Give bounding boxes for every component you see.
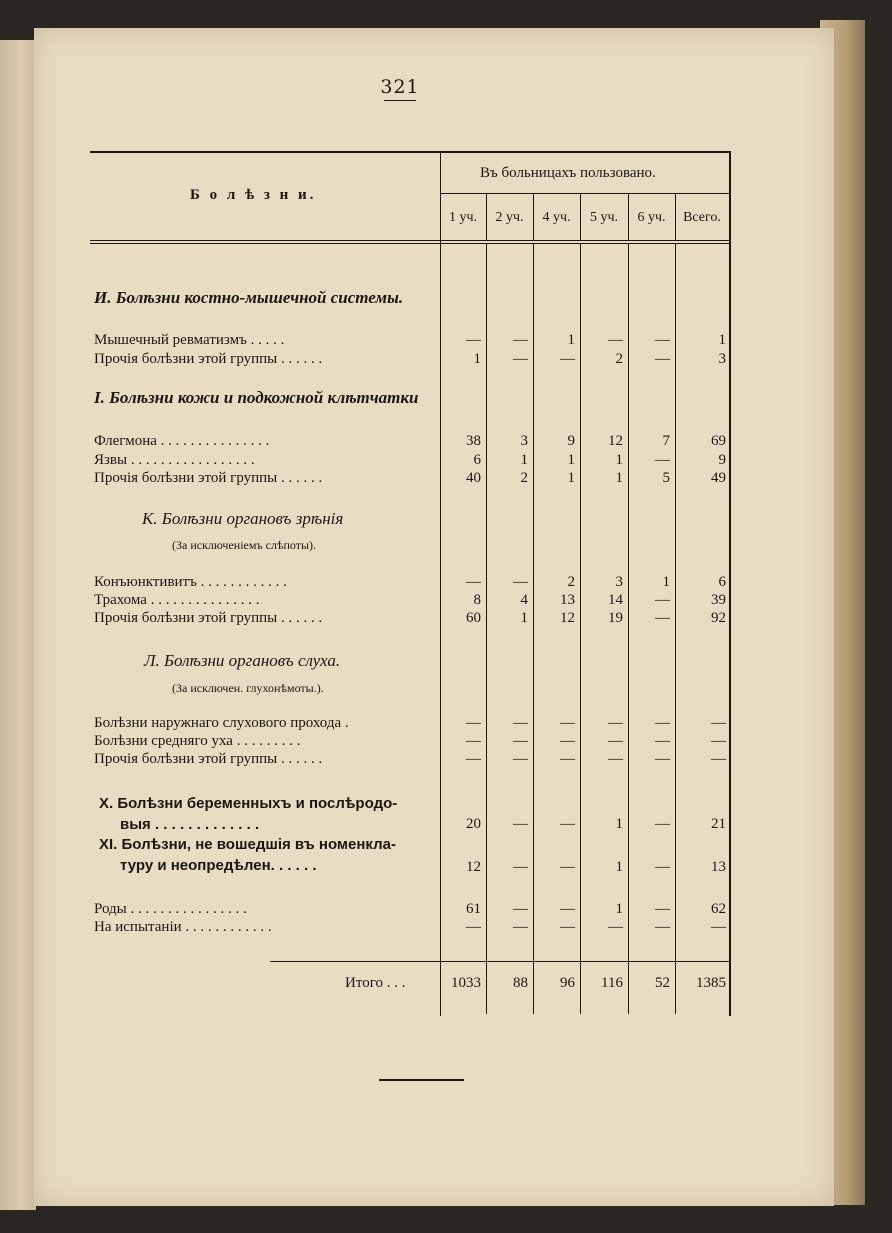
column-divider [440, 151, 441, 1016]
data-row-value: 12 [560, 610, 575, 626]
data-row-value: — [655, 351, 670, 367]
data-row-value: 14 [608, 592, 623, 608]
page-number-underline [384, 100, 416, 101]
data-row-value: — [513, 919, 528, 935]
data-row-value: 1 [718, 332, 726, 348]
data-row-value: 13 [711, 859, 726, 875]
closing-rule [379, 1079, 464, 1081]
data-row-value: — [560, 351, 575, 367]
data-row-value: 61 [466, 901, 481, 917]
column-header: 1 уч. [448, 210, 478, 225]
data-row-value: — [466, 751, 481, 767]
column-header: 2 уч. [495, 210, 524, 225]
data-row-value: — [711, 919, 726, 935]
data-row-value: 13 [560, 592, 575, 608]
total-row-value: 88 [513, 975, 528, 991]
data-row-value: 1 [615, 452, 623, 468]
data-row-value: — [608, 733, 623, 749]
data-row-value: 92 [711, 610, 726, 626]
data-row-value: — [655, 592, 670, 608]
data-row-value: 3 [615, 574, 623, 590]
data-row-value: 19 [608, 610, 623, 626]
data-row-value: — [513, 351, 528, 367]
left-page-edge [0, 40, 36, 1210]
data-row-label: Прочія болѣзни этой группы . . . . . . [94, 610, 323, 626]
section-title: X. Болѣзни беременныхъ и послѣродо- [99, 795, 398, 812]
data-row-value: — [513, 574, 528, 590]
section-title: Л. Болѣзни органовъ слуха. [144, 651, 341, 670]
data-row-value: 6 [718, 574, 726, 590]
column-header: 5 уч. [589, 210, 619, 225]
data-row-value: 1 [615, 859, 623, 875]
data-row-value: 1 [567, 452, 575, 468]
data-row-value: — [560, 859, 575, 875]
data-row-value: 1 [473, 351, 481, 367]
data-row-value: 69 [711, 433, 726, 449]
data-row-value: — [560, 715, 575, 731]
total-label: Итого . . . [345, 975, 406, 991]
data-row-label: Мышечный ревматизмъ . . . . . [94, 332, 285, 348]
data-row-value: 1 [520, 610, 528, 626]
body-column-divider [675, 244, 676, 1014]
data-row-value: 1 [615, 470, 623, 486]
section-title: XI. Болѣзни, не вошедшія въ номенкла- [99, 836, 396, 853]
body-column-divider [628, 244, 629, 1014]
data-row-value: — [560, 733, 575, 749]
data-row-value: — [608, 919, 623, 935]
data-row-value: 4 [520, 592, 528, 608]
body-column-divider [533, 244, 534, 1014]
column-header: 6 уч. [637, 210, 666, 225]
data-row-value: — [560, 816, 575, 832]
data-row-value: — [513, 733, 528, 749]
data-row-value: 2 [567, 574, 575, 590]
data-row-value: 12 [466, 859, 481, 875]
data-row-value: 3 [520, 433, 528, 449]
data-row-value: — [655, 751, 670, 767]
data-row-value: — [711, 733, 726, 749]
data-row-value: 7 [662, 433, 670, 449]
data-row-value: — [466, 919, 481, 935]
data-row-value: — [513, 859, 528, 875]
data-row-value: 49 [711, 470, 726, 486]
data-row-value: 1 [662, 574, 670, 590]
total-row-value: 96 [560, 975, 575, 991]
data-row-value: — [655, 901, 670, 917]
data-row-value: 60 [466, 610, 481, 626]
data-row-value: — [608, 332, 623, 348]
header-bottom-rule-double [90, 243, 729, 244]
section-title: И. Болѣзни костно-мышечной системы. [94, 288, 404, 307]
data-row-label: Прочія болѣзни этой группы . . . . . . [94, 351, 323, 367]
column-header: 4 уч. [542, 210, 571, 225]
table-top-rule [90, 151, 730, 153]
total-row-value: 116 [601, 975, 623, 991]
data-row-value: — [513, 751, 528, 767]
data-row-value: 9 [567, 433, 575, 449]
data-row-value: 5 [662, 470, 670, 486]
section-title: туру и неопредѣлен. . . . . . [120, 857, 317, 874]
disease-column-header: Б о л ѣ з н и. [190, 187, 317, 203]
total-rule [270, 961, 729, 962]
total-row-value: 1385 [696, 975, 726, 991]
data-row-value: 38 [466, 433, 481, 449]
data-row-value: — [560, 751, 575, 767]
data-row-value: 12 [608, 433, 623, 449]
data-row-label: Флегмона . . . . . . . . . . . . . . . [94, 433, 270, 449]
data-row-label: Болѣзни наружнаго слухового прохода . [94, 715, 349, 731]
data-row-value: 9 [718, 452, 726, 468]
total-row-value: 52 [655, 975, 670, 991]
data-row-value: — [466, 574, 481, 590]
data-row-value: 20 [466, 816, 481, 832]
section-title: К. Болѣзни органовъ зрѣнія [142, 509, 344, 528]
data-row-value: 40 [466, 470, 481, 486]
section-title: І. Болѣзни кожи и подкожной клѣтчатки [94, 388, 419, 407]
data-row-label: Трахома . . . . . . . . . . . . . . . [94, 592, 260, 608]
data-row-label: Прочія болѣзни этой группы . . . . . . [94, 751, 323, 767]
data-row-label: Конъюнктивитъ . . . . . . . . . . . . [94, 574, 287, 590]
data-row-value: 1 [567, 332, 575, 348]
data-row-value: — [655, 452, 670, 468]
data-row-label: На испытаніи . . . . . . . . . . . . [94, 919, 272, 935]
header-group-rule [440, 193, 729, 194]
body-column-divider [486, 244, 487, 1014]
hospital-group-header: Въ больницахъ пользовано. [480, 165, 656, 181]
data-row-value: — [655, 733, 670, 749]
data-row-value: 62 [711, 901, 726, 917]
body-column-divider [580, 244, 581, 1014]
data-row-value: — [711, 751, 726, 767]
data-row-value: — [466, 332, 481, 348]
data-row-value: 6 [473, 452, 481, 468]
data-row-value: — [513, 332, 528, 348]
data-row-value: 2 [615, 351, 623, 367]
data-row-label: Роды . . . . . . . . . . . . . . . . [94, 901, 247, 917]
data-row-value: 1 [520, 452, 528, 468]
data-row-value: — [608, 715, 623, 731]
data-row-value: 1 [615, 901, 623, 917]
data-row-value: 1 [615, 816, 623, 832]
column-header: Всего. [683, 210, 721, 225]
data-row-value: — [655, 715, 670, 731]
data-row-value: — [513, 901, 528, 917]
data-row-value: — [560, 919, 575, 935]
data-row-value: — [513, 816, 528, 832]
data-row-value: — [560, 901, 575, 917]
data-row-value: — [655, 816, 670, 832]
section-note: (За исключеніемъ слѣпоты). [172, 538, 317, 552]
data-row-value: 39 [711, 592, 726, 608]
table-right-rule [729, 151, 731, 1016]
section-note: (За исключен. глухонѣмоты.). [172, 681, 324, 695]
data-row-label: Прочія болѣзни этой группы . . . . . . [94, 470, 323, 486]
data-row-value: — [655, 919, 670, 935]
data-row-value: — [655, 610, 670, 626]
data-row-label: Болѣзни средняго уха . . . . . . . . . [94, 733, 301, 749]
data-row-label: Язвы . . . . . . . . . . . . . . . . . [94, 452, 255, 468]
section-title: выя . . . . . . . . . . . . . [120, 816, 260, 833]
data-row-value: — [513, 715, 528, 731]
data-row-value: — [466, 715, 481, 731]
data-row-value: — [655, 859, 670, 875]
data-row-value: — [466, 733, 481, 749]
page-number: 321 [380, 76, 420, 98]
data-row-value: 8 [473, 592, 481, 608]
data-row-value: 3 [718, 351, 726, 367]
header-bottom-rule [90, 240, 729, 241]
data-row-value: 2 [520, 470, 528, 486]
data-row-value: — [608, 751, 623, 767]
data-row-value: 21 [711, 816, 726, 832]
total-row-value: 1033 [451, 975, 481, 991]
data-row-value: — [655, 332, 670, 348]
data-row-value: 1 [567, 470, 575, 486]
data-row-value: — [711, 715, 726, 731]
